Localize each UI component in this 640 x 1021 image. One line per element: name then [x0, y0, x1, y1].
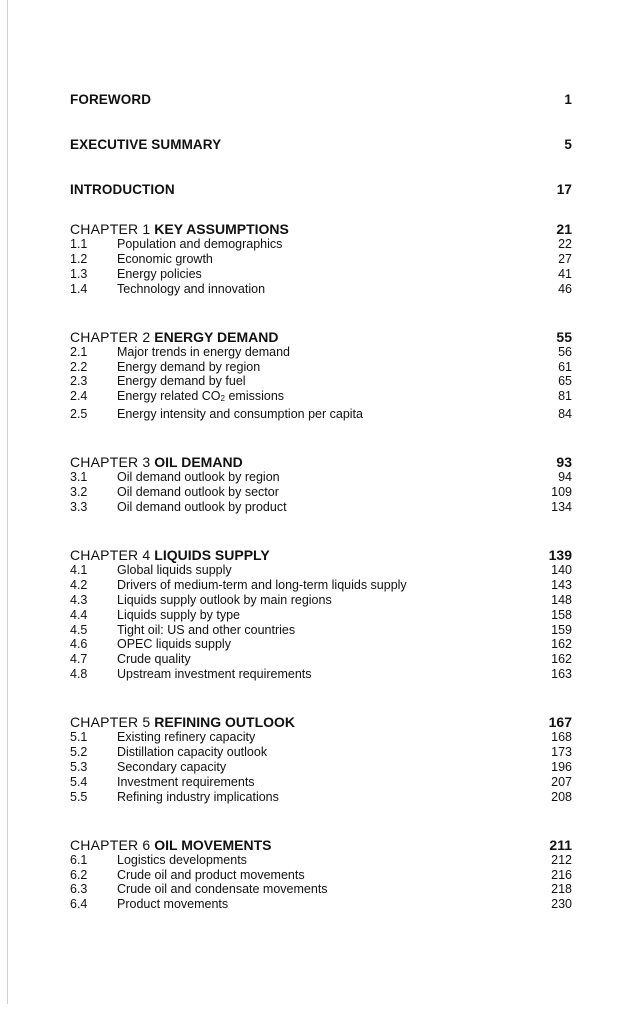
toc-entry-title: FOREWORD — [70, 92, 152, 107]
toc-section[interactable] — [70, 745, 572, 760]
toc-section[interactable] — [70, 593, 572, 608]
section-number: 2.4 — [70, 389, 88, 404]
section-title: Technology and innovation — [117, 281, 266, 296]
chapter-page: 21 — [556, 221, 572, 237]
page-left-border — [7, 0, 8, 1004]
section-title: Crude quality — [117, 652, 191, 667]
toc-section[interactable] — [70, 500, 572, 515]
section-number: 1.1 — [70, 237, 88, 251]
section-title: Energy policies — [117, 266, 202, 281]
chapter-heading-text — [70, 715, 295, 730]
section-number: 2.2 — [70, 359, 88, 374]
section-title: Investment requirements — [117, 774, 255, 789]
section-title: Global liquids supply — [117, 562, 232, 577]
chapter-2 — [70, 330, 572, 423]
toc-section[interactable] — [70, 407, 572, 422]
toc-entry-executive-summary[interactable] — [70, 137, 572, 153]
toc-section[interactable] — [70, 775, 572, 790]
chapter-title: OIL MOVEMENTS — [154, 836, 272, 853]
toc-entry-introduction[interactable] — [70, 182, 572, 198]
chapter-page: 93 — [556, 454, 572, 471]
toc-section[interactable] — [70, 237, 572, 252]
chapter-heading[interactable] — [70, 715, 572, 730]
toc-entry-title: EXECUTIVE SUMMARY — [70, 137, 222, 152]
toc-section[interactable] — [70, 868, 572, 883]
section-number: 4.8 — [70, 667, 88, 682]
toc-section[interactable] — [70, 578, 572, 593]
section-page: 22 — [558, 237, 572, 251]
chapter-heading[interactable] — [70, 222, 572, 237]
chapter-heading-text — [70, 330, 278, 345]
section-number: 4.7 — [70, 652, 88, 667]
section-title: Refining industry implications — [117, 789, 279, 804]
toc-section[interactable] — [70, 563, 572, 578]
toc-section[interactable] — [70, 652, 572, 667]
section-title: Tight oil: US and other countries — [117, 622, 296, 637]
toc-section[interactable] — [70, 897, 572, 912]
section-number: 4.4 — [70, 607, 88, 622]
section-title: Liquids supply by type — [117, 607, 240, 622]
section-title-part: Energy related CO — [117, 389, 221, 404]
section-page: 163 — [551, 667, 572, 682]
section-page: 46 — [558, 281, 572, 296]
section-title: Oil demand outlook by product — [117, 499, 287, 514]
section-title: Major trends in energy demand — [117, 344, 291, 359]
section-number: 3.1 — [70, 470, 88, 485]
chapter-page: 139 — [548, 546, 572, 563]
section-title: Oil demand outlook by sector — [117, 485, 279, 500]
section-page: 208 — [551, 789, 572, 804]
section-page: 212 — [551, 852, 572, 867]
section-title: Secondary capacity — [117, 759, 227, 774]
chapter-list — [70, 222, 572, 912]
section-title: Economic growth — [117, 251, 213, 266]
section-page: 41 — [558, 266, 572, 281]
section-number: 1.3 — [70, 266, 88, 281]
toc-section[interactable] — [70, 345, 572, 360]
table-of-contents — [70, 92, 572, 912]
toc-section[interactable] — [70, 360, 572, 375]
section-title: Drivers of medium-term and long-term liquids supply — [117, 577, 407, 592]
section-page: 216 — [551, 867, 572, 882]
section-number: 5.1 — [70, 730, 88, 745]
section-number: 6.3 — [70, 882, 88, 897]
chapter-3 — [70, 455, 572, 515]
chapter-label: CHAPTER 2 — [70, 328, 151, 345]
section-title: Crude oil and product movements — [117, 867, 305, 882]
section-number: 1.4 — [70, 281, 88, 296]
section-page: 230 — [551, 897, 572, 912]
section-number: 1.2 — [70, 251, 88, 266]
section-number: 4.5 — [70, 622, 88, 637]
section-page: 158 — [551, 607, 572, 622]
chapter-title: LIQUIDS SUPPLY — [154, 546, 270, 563]
section-page: 27 — [558, 251, 572, 266]
chapter-heading-text — [70, 455, 243, 470]
section-title: Oil demand outlook by region — [117, 470, 280, 485]
chapter-6 — [70, 838, 572, 913]
toc-section[interactable] — [70, 790, 572, 805]
chapter-title: OIL DEMAND — [154, 454, 243, 471]
chapter-4 — [70, 548, 572, 682]
section-number: 4.1 — [70, 562, 88, 577]
section-page: 159 — [551, 622, 572, 637]
section-title: Logistics developments — [117, 852, 247, 867]
section-title — [117, 389, 558, 407]
chapter-page: 55 — [556, 328, 572, 345]
section-number: 4.2 — [70, 577, 88, 592]
section-page: 134 — [551, 499, 572, 514]
section-page: 207 — [551, 774, 572, 789]
section-number: 6.2 — [70, 867, 88, 882]
section-page: 148 — [551, 592, 572, 607]
toc-section[interactable] — [70, 882, 572, 897]
toc-entry-title: INTRODUCTION — [70, 182, 175, 197]
section-number: 2.5 — [70, 407, 88, 422]
chapter-1 — [70, 222, 572, 297]
chapter-heading-text — [70, 222, 289, 237]
section-title: Liquids supply outlook by main regions — [117, 592, 332, 607]
toc-section[interactable] — [70, 485, 572, 500]
section-number: 5.5 — [70, 789, 88, 804]
chapter-label: CHAPTER 5 — [70, 714, 151, 731]
section-page: 218 — [551, 882, 572, 897]
chapter-title: ENERGY DEMAND — [154, 328, 279, 345]
toc-section[interactable] — [70, 389, 572, 407]
section-number: 4.3 — [70, 592, 88, 607]
chapter-5 — [70, 715, 572, 805]
toc-entry-foreword[interactable] — [70, 92, 572, 108]
section-title: Product movements — [117, 897, 229, 912]
section-page: 56 — [558, 344, 572, 359]
toc-section[interactable] — [70, 637, 572, 652]
toc-entry-page: 5 — [564, 137, 572, 152]
chapter-heading-text — [70, 838, 271, 853]
section-page: 162 — [551, 652, 572, 667]
section-page: 173 — [551, 745, 572, 760]
section-number: 6.4 — [70, 897, 88, 912]
toc-section[interactable] — [70, 470, 572, 485]
chapter-heading[interactable] — [70, 838, 572, 853]
section-title: Energy intensity and consumption per capita — [117, 407, 363, 422]
toc-section[interactable] — [70, 667, 572, 682]
toc-section[interactable] — [70, 282, 572, 297]
chapter-title: REFINING OUTLOOK — [154, 714, 296, 731]
section-page: 65 — [558, 374, 572, 389]
chapter-heading[interactable] — [70, 330, 572, 345]
section-page: 143 — [551, 577, 572, 592]
section-page: 140 — [551, 562, 572, 577]
toc-section[interactable] — [70, 730, 572, 745]
section-title: Distillation capacity outlook — [117, 745, 268, 760]
section-title: OPEC liquids supply — [117, 637, 231, 652]
section-page: 162 — [551, 637, 572, 652]
section-title-part: emissions — [224, 389, 285, 404]
section-number: 5.3 — [70, 759, 88, 774]
toc-section[interactable] — [70, 853, 572, 868]
section-number: 3.3 — [70, 499, 88, 514]
section-page: 168 — [551, 730, 572, 745]
chapter-label: CHAPTER 1 — [70, 221, 151, 237]
section-page: 94 — [558, 470, 572, 485]
section-number: 5.2 — [70, 745, 88, 760]
section-page: 196 — [551, 759, 572, 774]
section-title: Population and demographics — [117, 237, 283, 251]
section-number: 4.6 — [70, 637, 88, 652]
chapter-label: CHAPTER 6 — [70, 836, 151, 853]
toc-section[interactable] — [70, 267, 572, 282]
chapter-label: CHAPTER 4 — [70, 546, 151, 563]
section-page: 109 — [551, 485, 572, 500]
toc-section[interactable] — [70, 608, 572, 623]
subscript-2: 2 — [220, 394, 225, 404]
section-title: Energy demand by region — [117, 359, 261, 374]
toc-entry-page: 17 — [556, 182, 572, 197]
section-title: Existing refinery capacity — [117, 730, 256, 745]
chapter-page: 167 — [548, 714, 572, 731]
section-number: 6.1 — [70, 852, 88, 867]
chapter-heading[interactable] — [70, 455, 572, 470]
section-title: Energy demand by fuel — [117, 374, 246, 389]
chapter-heading[interactable] — [70, 548, 572, 563]
section-number: 2.1 — [70, 344, 88, 359]
section-page: 84 — [558, 407, 572, 422]
chapter-title: KEY ASSUMPTIONS — [154, 221, 289, 237]
toc-entry-page: 1 — [564, 92, 572, 107]
chapter-heading-text — [70, 548, 270, 563]
section-title: Crude oil and condensate movements — [117, 882, 328, 897]
toc-section[interactable] — [70, 374, 572, 389]
section-page: 81 — [558, 389, 572, 404]
section-page: 61 — [558, 359, 572, 374]
toc-section[interactable] — [70, 252, 572, 267]
chapter-page: 211 — [549, 836, 572, 853]
toc-section[interactable] — [70, 623, 572, 638]
section-title: Upstream investment requirements — [117, 667, 312, 682]
section-number: 3.2 — [70, 485, 88, 500]
toc-section[interactable] — [70, 760, 572, 775]
chapter-label: CHAPTER 3 — [70, 454, 151, 471]
section-number: 2.3 — [70, 374, 88, 389]
section-number: 5.4 — [70, 774, 88, 789]
